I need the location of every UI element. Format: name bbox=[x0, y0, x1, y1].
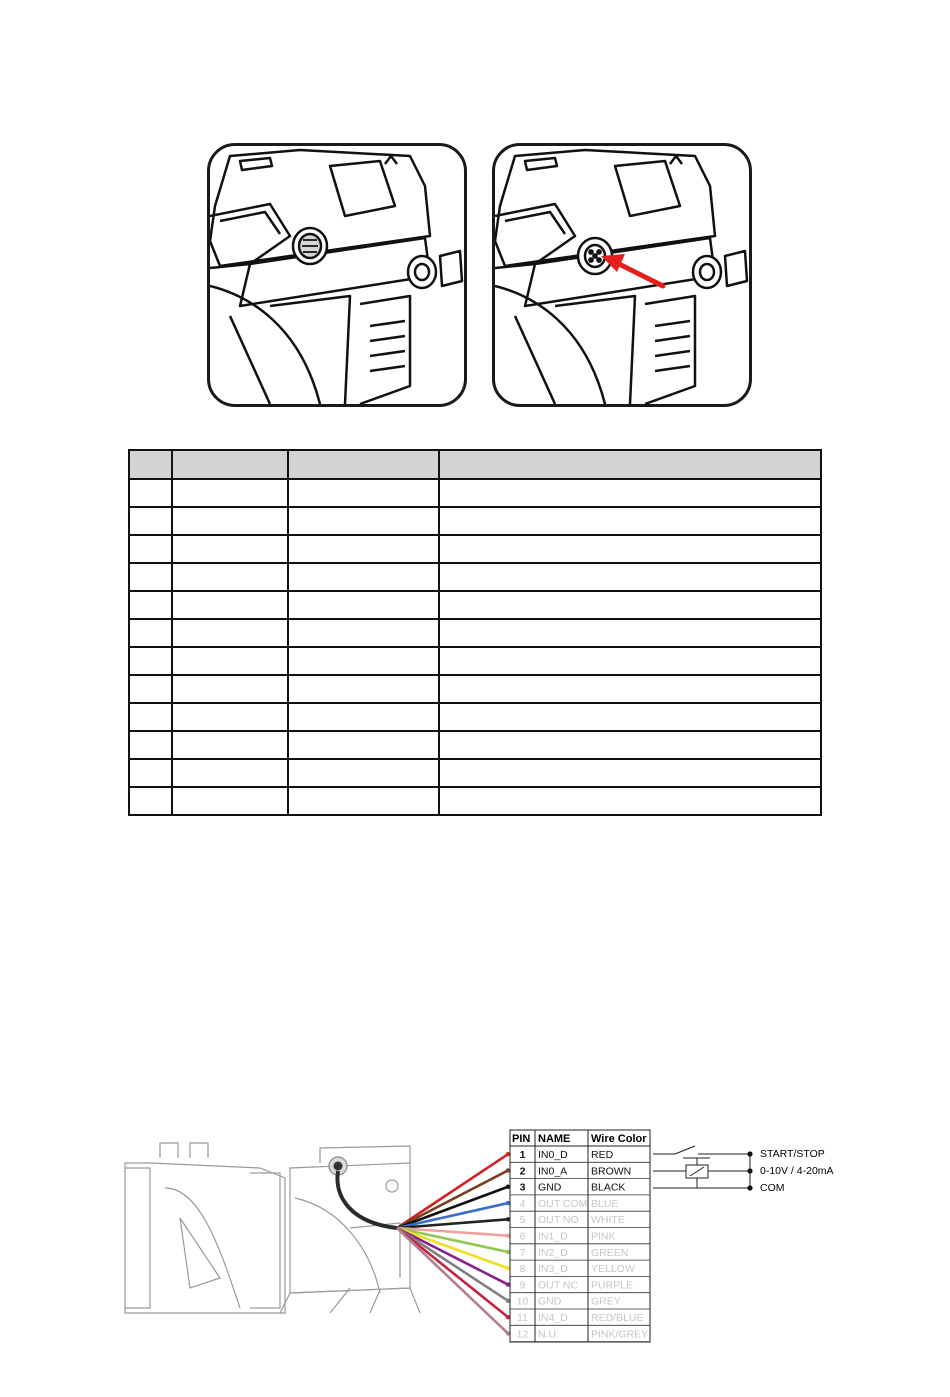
table-row bbox=[129, 619, 821, 647]
control-circuit bbox=[653, 1146, 750, 1188]
wire-11 bbox=[397, 1228, 508, 1317]
table-row bbox=[129, 675, 821, 703]
table-row bbox=[129, 731, 821, 759]
pin-table-header-row bbox=[129, 450, 821, 479]
signal-com-label: COM bbox=[760, 1182, 785, 1194]
wire-color-2: BROWN bbox=[591, 1165, 632, 1178]
pin-name-10: GND bbox=[538, 1295, 562, 1308]
pin-number-4: 4 bbox=[519, 1197, 526, 1210]
pin-name-3: GND bbox=[538, 1181, 562, 1194]
pin-name-8: IN3_D bbox=[538, 1263, 568, 1276]
pin-name-11: IN4_D bbox=[538, 1311, 568, 1324]
table-row bbox=[129, 703, 821, 731]
pin-number-12: 12 bbox=[516, 1328, 529, 1341]
pin-name-7: IN2_D bbox=[538, 1246, 568, 1259]
wire-color-4: BLUE bbox=[591, 1197, 619, 1210]
pin-number-2: 2 bbox=[519, 1165, 526, 1178]
pin-number-11: 11 bbox=[517, 1311, 528, 1324]
terminal-dot-start-stop bbox=[747, 1151, 752, 1156]
pin-number-5: 5 bbox=[519, 1214, 526, 1227]
table-row bbox=[129, 535, 821, 563]
col-header-wire-color: Wire Color bbox=[591, 1133, 647, 1145]
signal-start-stop-label: START/STOP bbox=[760, 1148, 825, 1160]
pump-drawing-right bbox=[495, 146, 749, 404]
wire-9 bbox=[397, 1228, 508, 1285]
col-header-name: NAME bbox=[538, 1133, 571, 1145]
wiring-diagram bbox=[120, 1128, 860, 1348]
header-cell-description bbox=[439, 450, 821, 479]
wire-12 bbox=[397, 1228, 508, 1333]
table-row bbox=[129, 759, 821, 787]
pin-name-6: IN1_D bbox=[538, 1230, 568, 1243]
pin-table bbox=[128, 449, 822, 816]
wire-color-3: BLACK bbox=[591, 1181, 626, 1194]
table-row bbox=[129, 787, 821, 815]
wire-color-7: GREEN bbox=[591, 1246, 629, 1259]
table-row bbox=[129, 479, 821, 507]
terminal-dot-analog bbox=[747, 1168, 752, 1173]
pump-drawing-left bbox=[210, 146, 464, 404]
wire-color-5: WHITE bbox=[591, 1214, 625, 1227]
pin-name-2: IN0_A bbox=[538, 1165, 568, 1178]
table-row bbox=[129, 563, 821, 591]
grommet-center-icon bbox=[334, 1162, 343, 1171]
pin-number-8: 8 bbox=[519, 1263, 526, 1276]
pin-number-1: 1 bbox=[519, 1148, 526, 1161]
signal-analog-label: 0-10V / 4-20mA bbox=[760, 1165, 834, 1177]
pump-outline-drawing bbox=[125, 1143, 420, 1313]
header-cell-name bbox=[172, 450, 288, 479]
pin-name-12: N.U. bbox=[538, 1328, 559, 1341]
wire-color-11: RED/BLUE bbox=[591, 1311, 644, 1324]
pin-number-6: 6 bbox=[519, 1230, 526, 1243]
red-arrow-icon bbox=[601, 254, 663, 286]
table-row bbox=[129, 647, 821, 675]
wire-color-table bbox=[510, 1130, 650, 1342]
pin-name-1: IN0_D bbox=[538, 1148, 568, 1161]
pin-number-9: 9 bbox=[519, 1279, 526, 1292]
pump-connector-open-image bbox=[492, 143, 752, 407]
switch-icon bbox=[675, 1146, 695, 1154]
wire-color-12: PINK/GREY bbox=[591, 1328, 649, 1341]
table-row bbox=[129, 591, 821, 619]
table-row bbox=[129, 507, 821, 535]
header-cell-pin bbox=[129, 450, 172, 479]
pin-number-10: 10 bbox=[516, 1295, 529, 1308]
signal-cable bbox=[337, 1171, 397, 1228]
terminal-dot-com bbox=[747, 1185, 752, 1190]
pin-name-4: OUT COM bbox=[538, 1197, 588, 1210]
col-header-pin: PIN bbox=[512, 1133, 531, 1145]
wire-color-6: PINK bbox=[591, 1230, 616, 1243]
pin-number-3: 3 bbox=[519, 1181, 526, 1194]
wire-color-8: YELLOW bbox=[591, 1263, 635, 1276]
wire-color-9: PURPLE bbox=[591, 1279, 634, 1292]
pin-number-7: 7 bbox=[519, 1246, 526, 1259]
header-cell-color bbox=[288, 450, 439, 479]
pin-name-5: OUT NO bbox=[538, 1214, 579, 1227]
pin-name-9: OUT NC bbox=[538, 1279, 579, 1292]
wire-1 bbox=[397, 1154, 508, 1228]
wire-color-1: RED bbox=[591, 1148, 614, 1161]
wire-color-10: GREY bbox=[591, 1295, 621, 1308]
pump-connector-capped-image bbox=[207, 143, 467, 407]
